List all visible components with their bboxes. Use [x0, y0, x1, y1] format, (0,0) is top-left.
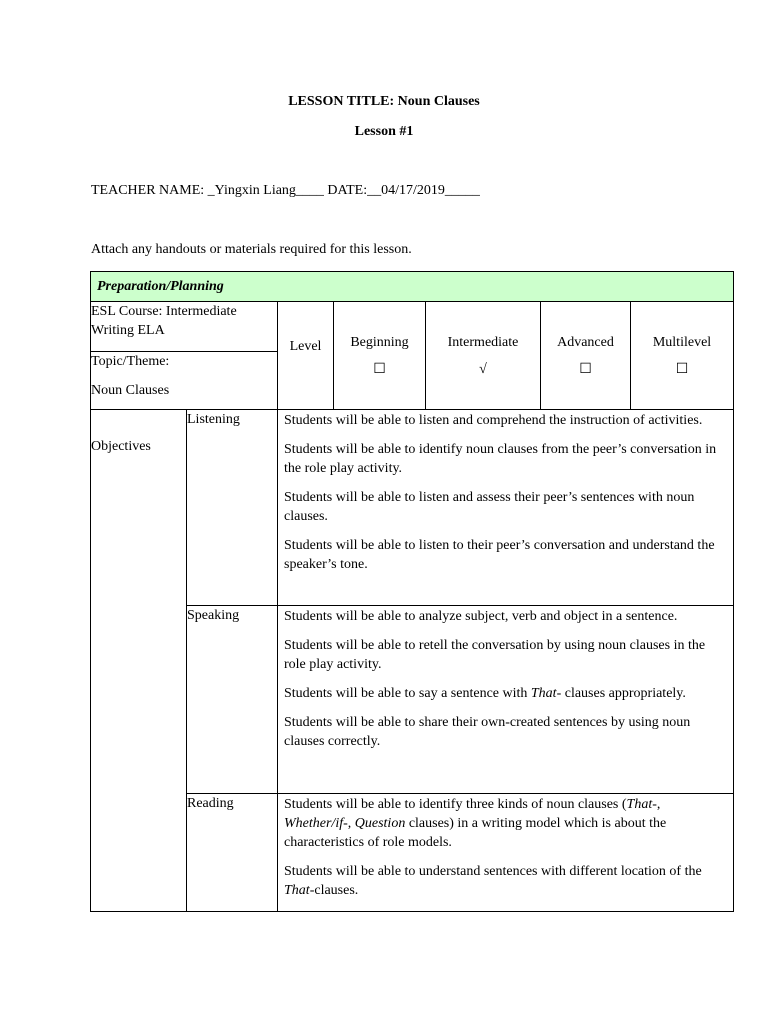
- reading-objectives: [278, 794, 734, 912]
- objectives-label: Objectives: [91, 410, 187, 912]
- listening-objective: Students will be able to listen and assess their peer’s sentences with noun clauses.: [284, 490, 695, 524]
- speaking-objective: Students will be able to say a sentence with That- clauses appropriately.: [284, 686, 686, 701]
- level-multilevel: Multilevel ☐: [631, 302, 734, 410]
- listening-objectives: [278, 410, 734, 606]
- reading-label: Reading: [187, 794, 278, 912]
- course-cell: ESL Course: Intermediate Writing ELA: [91, 302, 278, 352]
- lesson-title: LESSON TITLE: Noun Clauses: [288, 94, 480, 109]
- listening-objective: Students will be able to identify noun clauses from the peer’s conversation in the role play activity.: [284, 442, 717, 476]
- listening-objective: Students will be able to listen to their peer’s conversation and understand the speaker’s tone.: [284, 538, 715, 572]
- topic-label: Topic/Theme:: [91, 354, 170, 369]
- speaking-objective: Students will be able to retell the conversation by using noun clauses in the role play activity.: [284, 638, 706, 672]
- planning-table: [90, 271, 734, 912]
- beginning-checkbox-icon: ☐: [373, 361, 386, 377]
- lesson-number: Lesson #1: [354, 124, 414, 139]
- listening-objective: Students will be able to listen and comprehend the instruction of activities.: [284, 413, 703, 428]
- advanced-checkbox-icon: ☐: [579, 361, 592, 377]
- speaking-objective: Students will be able to analyze subject, verb and object in a sentence.: [284, 609, 678, 624]
- multilevel-checkbox-icon: ☐: [675, 361, 689, 377]
- preparation-heading: Preparation/Planning: [91, 272, 734, 302]
- speaking-label: Speaking: [187, 606, 278, 794]
- reading-objective: Students will be able to understand sentences with different location of the That-clauses.: [284, 864, 702, 898]
- level-advanced: Advanced ☐: [541, 302, 631, 410]
- teacher-date-line: TEACHER NAME: _Yingxin Liang____ DATE:__04/17/2019_____: [91, 183, 480, 198]
- level-label: Level: [278, 302, 334, 410]
- reading-objective: Students will be able to identify three kinds of noun clauses (That-, Whether/if-, Question clauses) in a writing model which is about the characteristics of role models.: [284, 797, 667, 850]
- speaking-objective: Students will be able to share their own-created sentences by using noun clauses correctly.: [284, 715, 691, 749]
- intermediate-checkmark-icon: √: [479, 361, 487, 377]
- speaking-objectives: [278, 606, 734, 794]
- attach-note: Attach any handouts or materials required for this lesson.: [91, 242, 412, 257]
- listening-label: Listening: [187, 410, 278, 606]
- level-intermediate: Intermediate √: [426, 302, 541, 410]
- topic-cell: [91, 352, 278, 410]
- topic-value: Noun Clauses: [91, 383, 170, 398]
- level-beginning: Beginning ☐: [334, 302, 426, 410]
